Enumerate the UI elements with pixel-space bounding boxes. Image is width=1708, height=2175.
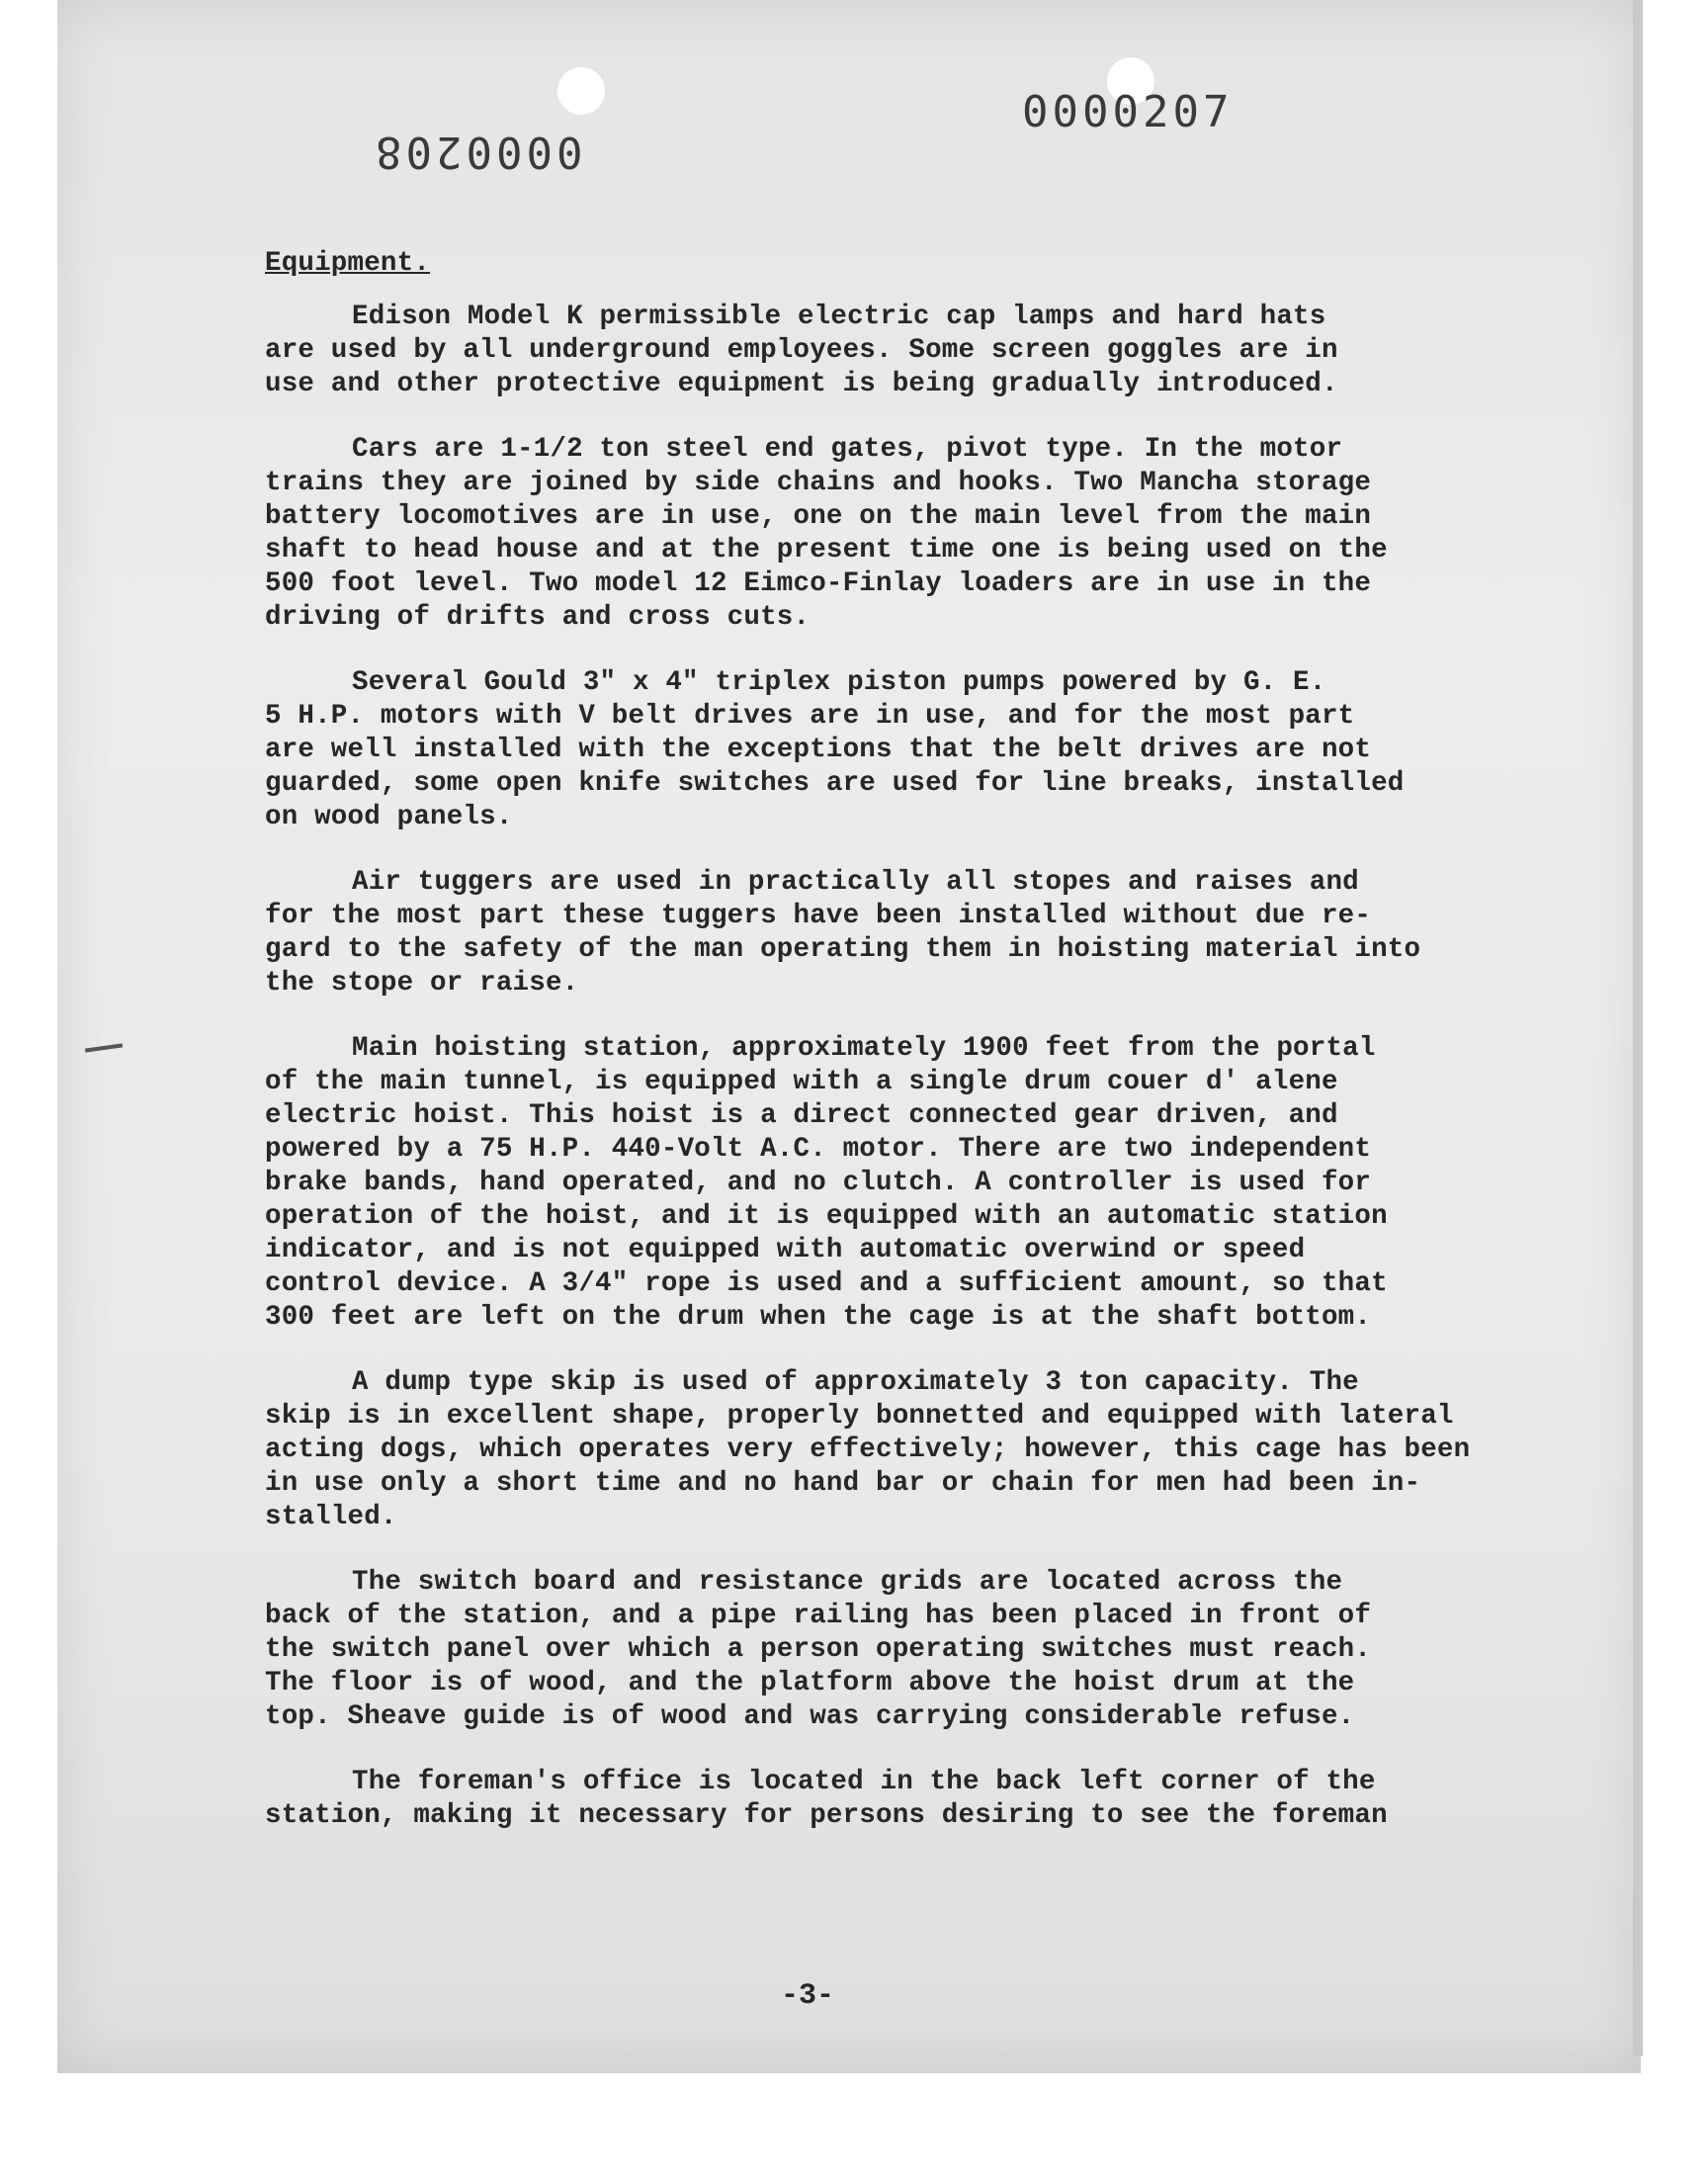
section-heading: Equipment. — [265, 248, 431, 279]
paragraph-cap-lamps: Edison Model K permissible electric cap lamps and hard hats are used by all underground employees. Some screen goggles are in use and other protective equipment is being gradually introduced. — [265, 302, 1338, 399]
paragraph-pumps: Several Gould 3" x 4" triplex piston pumps powered by G. E. 5 H.P. motors with V belt drives are in use, and for the most part are well installed with the exceptions that the belt drives are not guarded, some open knife switches are used for line breaks, installed on wood panels. — [265, 667, 1405, 832]
paragraph-air-tuggers: Air tuggers are used in practically all stopes and raises and for the most part these tuggers have been installed without due re- gard to the safety of the man operating them in hoisting material into the stope or raise. — [265, 867, 1421, 999]
paragraph-hoisting-station: Main hoisting station, approximately 1900 feet from the portal of the main tunnel, is equipped with a single drum couer d' alene electric hoist. This hoist is a direct connected gear driven, and powered by a 75 H.P. 440-Volt A.C. motor. There are two independent brake bands, hand operated, and no clutch. A controller is used for operation of the hoist, and it is equipped with an automatic station indicator, and is not equipped with automatic overwind or speed control device. A 3/4" rope is used and a sufficient amount, so that 300 feet are left on the drum when the cage is at the shaft bottom. — [265, 1033, 1388, 1333]
page-edge — [1633, 0, 1643, 2056]
document-body — [265, 247, 1481, 1865]
inverted-document-number-stamp: 0000208 — [372, 127, 583, 177]
punch-hole — [557, 67, 605, 115]
document-number-stamp: 0000207 — [1022, 87, 1234, 137]
paragraph-switch-board: The switch board and resistance grids are located across the back of the station, and a pipe railing has been placed in front of the switch panel over which a person operating switches must reach. The floor is of wood, and the platform above the hoist drum at the top. Sheave guide is of wood and was carrying considerable refuse. — [265, 1567, 1372, 1732]
paragraph-foreman-office: The foreman's office is located in the back left corner of the station, making it necessary for persons desiring to see the foreman — [265, 1767, 1388, 1831]
page-number: -3- — [781, 1979, 835, 2013]
paragraph-skip: A dump type skip is used of approximately 3 ton capacity. The skip is in excellent shape, properly bonnetted and equipped with lateral acting dogs, which operates very effectively; however, this cage has been in use only a short time and no hand bar or chain for men had been in- stalled. — [265, 1367, 1471, 1532]
paragraph-cars: Cars are 1-1/2 ton steel end gates, pivot type. In the motor trains they are joined by side chains and hooks. Two Mancha storage battery locomotives are in use, one on the main level from the main shaft to head house and at the present time one is being used on the 500 foot level. Two model 12 Eimco-Finlay loaders are in use in the driving of drifts and cross cuts. — [265, 434, 1388, 633]
